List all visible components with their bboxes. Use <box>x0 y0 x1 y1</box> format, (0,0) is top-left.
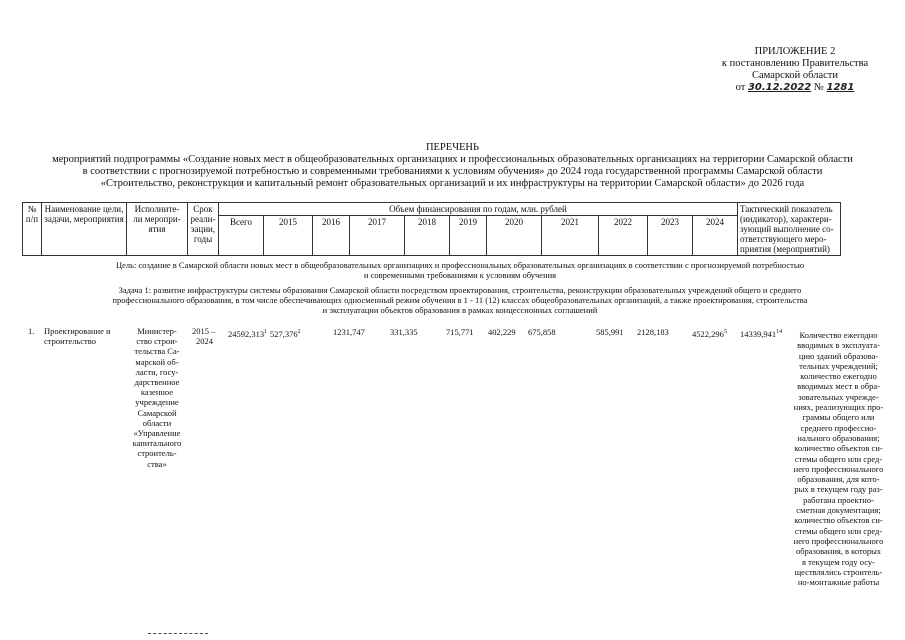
header-year: 2023 <box>648 216 693 256</box>
task-text <box>80 285 840 315</box>
header-indicator-line: приятия (мероприятий) <box>740 244 830 254</box>
header-executor-line: ли меропри- <box>133 214 181 224</box>
header-executor-line: ятия <box>148 224 166 234</box>
indicator-line: цию зданий образова- <box>798 350 879 361</box>
indicator-line: образования, в которых <box>795 546 882 557</box>
row-number: 1. <box>28 326 35 336</box>
indicator-line: работана проектно- <box>803 494 874 505</box>
footer-separator <box>148 633 208 634</box>
value-2023 <box>692 327 727 339</box>
footnote-mark: 14 <box>776 329 783 335</box>
header-executor-line: Исполните- <box>134 204 180 214</box>
row-name <box>44 326 124 346</box>
executor-line: марской об- <box>135 356 179 367</box>
header-term <box>188 203 219 256</box>
task-line: профессионального образования, в том числе обеспечивающих односменный режим обучения в 1 - 11 (12) классах общеобразовательных организаций, а также проектирования, строительства <box>112 295 808 305</box>
footnote-mark: 2 <box>297 329 301 335</box>
executor-line: учреждение <box>135 397 179 408</box>
header-term-line: Срок <box>193 204 213 214</box>
indicator-line: зовательных учрежде- <box>798 391 879 402</box>
header-num: № п/п <box>23 203 42 256</box>
header-indicator <box>738 203 841 256</box>
executor-line: капитального <box>132 438 182 449</box>
goal-text <box>80 260 840 280</box>
executor-line: тельства Са- <box>134 346 180 357</box>
indicator-line: вводимых мест в обра- <box>797 381 880 392</box>
header-year: 2015 <box>264 216 313 256</box>
value-2015 <box>270 327 301 339</box>
row-executor <box>128 326 186 469</box>
value-2024 <box>740 327 782 339</box>
header-executor <box>127 203 188 256</box>
header-volume: Объем финансирования по годам, млн. рублей <box>219 203 738 216</box>
value-2019: 402,229 <box>488 327 516 337</box>
header-total: Всего <box>219 216 264 256</box>
indicator-line: количество объектов си- <box>794 515 883 526</box>
executor-line: Министер- <box>137 326 177 336</box>
goal-line: Цель: создание в Самарской области новых мест в общеобразовательных организациях и профессиональных образовательных организациях в соответствии с прогнозируемой потребностью <box>115 260 805 270</box>
indicator-line: него профессионального <box>793 535 884 546</box>
header-name: Наименование цели, задачи, мероприятия <box>42 203 127 256</box>
indicator-line: количество объектов си- <box>794 443 883 454</box>
value-2022: 2128,183 <box>637 327 669 337</box>
header-year: 2024 <box>693 216 738 256</box>
appendix-date-line <box>700 82 890 94</box>
executor-line: дарственное <box>134 377 180 388</box>
indicator-line: нального образования; <box>797 432 880 443</box>
indicator-line: рых в текущем году раз- <box>794 484 883 495</box>
subtitle-line: мероприятий подпрограммы «Создание новых мест в общеобразовательных организациях и профессиональных образовательных организациях на территории Самарской области <box>52 154 853 165</box>
value-2018: 715,771 <box>446 327 474 337</box>
header-indicator-line: (индикатор), характери- <box>740 214 832 224</box>
appendix-line2: к постановлению Правительства <box>721 58 869 69</box>
indicator-line: среднего профессио- <box>800 422 877 433</box>
header-term-line: годы <box>193 234 213 244</box>
document-subtitle <box>20 154 885 190</box>
header-indicator-line: ответствующего меро- <box>740 234 827 244</box>
indicator-line: в текущем году осу- <box>802 556 875 567</box>
appendix-block <box>700 46 890 94</box>
document-heading: ПЕРЕЧЕНЬ <box>425 142 480 153</box>
row-indicator <box>786 330 891 587</box>
header-year: 2022 <box>599 216 648 256</box>
appendix-line3: Самарской области <box>752 70 838 81</box>
table-header <box>22 202 841 256</box>
row-name-line: Проектирование и <box>44 326 111 336</box>
value-2017: 331,335 <box>390 327 418 337</box>
value-2023-text: 4522,296 <box>692 328 724 339</box>
date-prefix: от <box>735 82 746 93</box>
indicator-line: ществлялись строитель- <box>794 566 883 577</box>
indicator-line: вводимых в эксплуата- <box>797 340 880 351</box>
indicator-line: стемы общего или сред- <box>794 525 883 536</box>
appendix-title: ПРИЛОЖЕНИЕ 2 <box>754 46 836 57</box>
task-line: Задача 1: развитие инфраструктуры системы образования Самарской области посредством проектирования, строительства, реконструкции образовательных учреждений общего и среднего <box>118 285 802 295</box>
header-term-line: реали- <box>190 214 216 224</box>
row-term <box>192 326 218 346</box>
header-year: 2020 <box>487 216 542 256</box>
executor-line: ства» <box>147 458 167 469</box>
task-line: и эксплуатации объектов образования в рамках концессионных соглашений <box>322 305 598 315</box>
executor-line: Самарской <box>137 407 177 418</box>
header-year: 2017 <box>350 216 405 256</box>
subtitle-line: в соответствии с прогнозируемой потребностью и современными требованиями к условиям обучения» до 2024 года государственной программы Самарской области <box>82 166 823 177</box>
value-2024-text: 14339,941 <box>740 328 777 339</box>
value-2015-text: 527,376 <box>270 328 298 339</box>
header-indicator-line: зующий выполнение со- <box>740 224 834 234</box>
indicator-line: граммы общего или <box>802 412 875 423</box>
executor-line: строитель- <box>137 448 177 459</box>
indicator-line: сметная документация; <box>796 505 881 516</box>
executor-line: ласти, госу- <box>135 366 179 377</box>
indicator-line: количество ежегодно <box>800 371 877 382</box>
indicator-line: тельных учреждений; <box>799 360 878 371</box>
executor-line: ство строи- <box>136 336 178 347</box>
executor-line: «Управление <box>133 428 181 439</box>
executor-line: казенное <box>140 387 174 398</box>
header-year: 2018 <box>405 216 450 256</box>
indicator-line: образования, для кото- <box>797 474 880 485</box>
indicator-line: ниях, реализующих про- <box>793 402 884 413</box>
header-year: 2021 <box>542 216 599 256</box>
row-name-line: строительство <box>44 336 96 346</box>
handwritten-number: 1281 <box>826 82 855 93</box>
indicator-line: него профессионального <box>793 463 884 474</box>
goal-line: и современными требованиями к условиям обучения <box>363 270 557 280</box>
indicator-line: Количество ежегодно <box>799 330 878 340</box>
subtitle-line: «Строительство, реконструкция и капитальный ремонт образовательных организаций и их инфраструктуры на территории Самарской области» до 2026 года <box>100 178 805 189</box>
indicator-line: стемы общего или сред- <box>794 453 883 464</box>
indicator-line: но-монтажные работы <box>797 577 880 588</box>
handwritten-date: 30.12.2022 <box>747 82 812 93</box>
term-line: 2015 – <box>192 326 216 336</box>
header-term-line: зации, <box>190 224 216 234</box>
term-line: 2024 <box>196 336 213 346</box>
number-prefix: № <box>813 82 824 93</box>
value-2021: 585,991 <box>596 327 624 337</box>
value-2020: 675,858 <box>528 327 556 337</box>
value-2016: 1231,747 <box>333 327 365 337</box>
footnote-mark: 5 <box>723 329 727 335</box>
value-total-text: 24592,313 <box>228 328 265 339</box>
value-total <box>228 327 267 339</box>
executor-line: области <box>142 417 172 428</box>
header-indicator-line: Тактический показатель <box>740 204 833 214</box>
footnote-mark: 1 <box>264 329 268 335</box>
header-year: 2019 <box>450 216 487 256</box>
header-year: 2016 <box>313 216 350 256</box>
